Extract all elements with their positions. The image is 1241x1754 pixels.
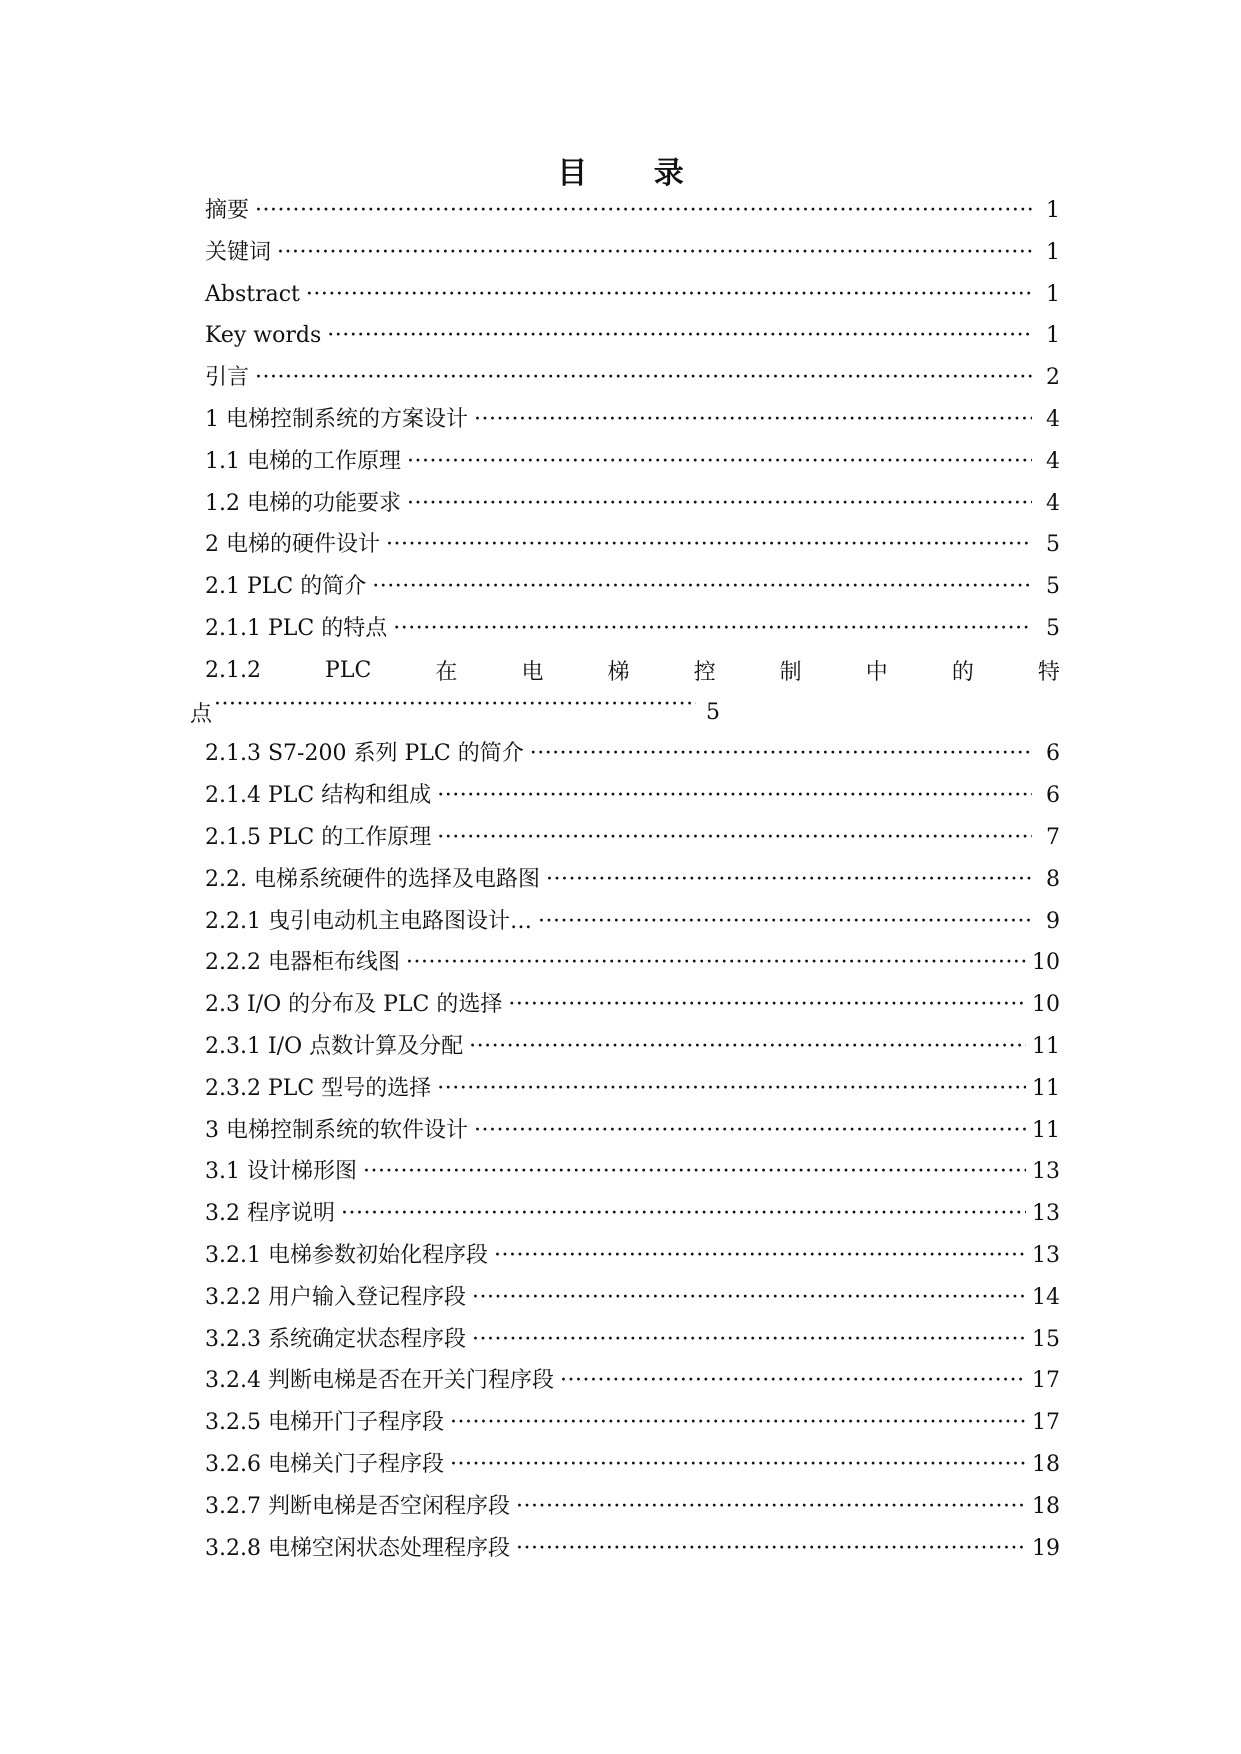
toc-entry-label: 2.3.2 PLC 型号的选择 (205, 1075, 432, 1101)
dot-leader (494, 1235, 1026, 1277)
toc-entry-page-number: 11 (1032, 1033, 1060, 1059)
toc-entry-page-number: 7 (1046, 824, 1060, 850)
dot-leader (474, 399, 1032, 441)
toc-entry-label: 1 电梯控制系统的方案设计 (205, 406, 468, 432)
dot-leader (306, 274, 1032, 316)
toc-entry[interactable] (205, 566, 1060, 608)
toc-entry[interactable] (205, 1277, 1060, 1319)
dot-leader (437, 817, 1032, 859)
toc-entry-label: 1.2 电梯的功能要求 (205, 490, 401, 516)
toc-entry[interactable] (205, 1444, 1060, 1486)
toc-entry-label: 3.2.6 电梯关门子程序段 (205, 1451, 444, 1477)
toc-entry-word: 电 (521, 660, 544, 686)
toc-entry[interactable] (205, 357, 1060, 399)
toc-entry-word: 控 (693, 660, 716, 686)
toc-entry-label: 3.2.2 用户输入登记程序段 (205, 1284, 466, 1310)
toc-entry[interactable] (205, 859, 1060, 901)
dot-leader (406, 942, 1026, 984)
toc-entry-page-number: 10 (1032, 992, 1060, 1018)
toc-entry-page-number: 8 (1046, 866, 1060, 892)
toc-entry-label: 2.3 I/O 的分布及 PLC 的选择 (205, 992, 503, 1018)
page-title: 目 录 (557, 156, 712, 191)
toc-entry[interactable] (205, 984, 1060, 1026)
toc-entry-label: 2 电梯的硬件设计 (205, 532, 380, 558)
toc-entry-word: 的 (951, 660, 974, 686)
dot-leader (472, 1319, 1026, 1361)
toc-entry-word: 在 (435, 660, 458, 686)
toc-entry-word: 制 (779, 660, 802, 686)
dot-leader (474, 1110, 1026, 1152)
toc-entry-label: 3.2.5 电梯开门子程序段 (205, 1410, 444, 1436)
toc-entry-page-number: 18 (1032, 1451, 1060, 1477)
dot-leader (530, 733, 1032, 775)
toc-entry-label: 2.1 PLC 的简介 (205, 574, 367, 600)
toc-entry-page-number: 6 (1046, 741, 1060, 767)
toc-entry-label: 2.2.2 电器柜布线图 (205, 950, 400, 976)
toc-entry[interactable] (205, 817, 1060, 859)
toc-entry[interactable] (205, 441, 1060, 483)
toc-entry-page-number: 14 (1032, 1284, 1060, 1310)
toc-entry-label: 引言 (205, 365, 250, 391)
dot-leader (214, 692, 696, 734)
toc-entry-word: 2.1.2 (205, 658, 261, 684)
toc-entry-page-number: 13 (1032, 1159, 1060, 1185)
toc-entry-wrapped-second-line[interactable] (190, 692, 720, 734)
toc-entry-page-number: 10 (1032, 950, 1060, 976)
toc-entry[interactable] (205, 524, 1060, 566)
toc-entry-label: 3.2.1 电梯参数初始化程序段 (205, 1242, 488, 1268)
dot-leader (516, 1486, 1026, 1528)
toc-entry-page-number: 19 (1032, 1535, 1060, 1561)
dot-leader (372, 566, 1032, 608)
toc-entry[interactable] (205, 942, 1060, 984)
toc-entry-page-number: 11 (1032, 1075, 1060, 1101)
toc-entry-page-number: 15 (1032, 1326, 1060, 1352)
toc-entry-label: Key words (205, 323, 322, 349)
toc-entry-label: 2.1.3 S7-200 系列 PLC 的简介 (205, 741, 524, 767)
toc-entry[interactable] (205, 315, 1060, 357)
toc-entry-page-number: 1 (1046, 323, 1060, 349)
toc-entry-label: 点 (190, 701, 213, 727)
toc-entry-label: 2.2.1 曳引电动机主电路图设计… (205, 908, 532, 934)
toc-entry-page-number: 17 (1032, 1410, 1060, 1436)
toc-entry-page-number: 4 (1046, 406, 1060, 432)
toc-entry[interactable] (205, 483, 1060, 525)
toc-entry-label: 3.2 程序说明 (205, 1201, 335, 1227)
dot-leader (393, 608, 1032, 650)
toc-entry[interactable] (205, 232, 1060, 274)
toc-entry-page-number: 1 (1046, 281, 1060, 307)
toc-entry[interactable] (205, 775, 1060, 817)
toc-entry-label: 摘要 (205, 198, 250, 223)
toc-entry-label: 3.2.3 系统确定状态程序段 (205, 1326, 466, 1352)
toc-entry-word: PLC (325, 658, 372, 684)
dot-leader (560, 1360, 1026, 1402)
toc-entry[interactable] (205, 1068, 1060, 1110)
dot-leader (516, 1528, 1026, 1570)
toc-entry-label: 2.1.4 PLC 结构和组成 (205, 783, 432, 809)
toc-entry-page-number: 6 (1046, 783, 1060, 809)
toc-entry-page-number: 4 (1046, 490, 1060, 516)
toc-entry[interactable] (205, 274, 1060, 316)
toc-entry-page-number: 13 (1032, 1201, 1060, 1227)
toc-entry-label: 2.1.1 PLC 的特点 (205, 615, 388, 641)
toc-entry[interactable] (205, 1235, 1060, 1277)
dot-leader (469, 1026, 1026, 1068)
dot-leader (255, 190, 1032, 232)
toc-entry-label: Abstract (205, 281, 300, 307)
toc-entry-page-number: 5 (1046, 574, 1060, 600)
dot-leader (437, 775, 1032, 817)
toc-entry-wrapped-first-line[interactable] (205, 650, 1060, 692)
toc-entry-label: 3 电梯控制系统的软件设计 (205, 1117, 468, 1143)
toc-entry-label: 3.2.4 判断电梯是否在开关门程序段 (205, 1368, 554, 1394)
dot-leader (407, 483, 1032, 525)
toc-entry[interactable] (205, 1110, 1060, 1152)
toc-entry-word: 中 (865, 660, 888, 686)
toc-entry-page-number: 13 (1032, 1242, 1060, 1268)
toc-entry-page-number: 5 (1046, 615, 1060, 641)
toc-entry[interactable] (205, 1486, 1060, 1528)
toc-entry-label: 关键词 (205, 239, 272, 265)
toc-entry-label: 3.2.7 判断电梯是否空闲程序段 (205, 1493, 510, 1519)
toc-entry-page-number: 18 (1032, 1493, 1060, 1519)
toc-entry-page-number: 9 (1046, 908, 1060, 934)
toc-entry-word: 特 (1037, 660, 1060, 686)
toc-entry-page-number: 1 (1046, 239, 1060, 265)
toc-entry-page-number: 4 (1046, 448, 1060, 474)
dot-leader (327, 315, 1032, 357)
toc-entry-word: 梯 (607, 660, 630, 686)
dot-leader (363, 1151, 1026, 1193)
dot-leader (450, 1402, 1026, 1444)
toc-entry[interactable] (205, 1026, 1060, 1068)
toc-entry-page-number: 11 (1032, 1117, 1060, 1143)
toc-entry[interactable] (205, 608, 1060, 650)
toc-entry[interactable] (205, 901, 1060, 943)
dot-leader (407, 441, 1032, 483)
dot-leader (546, 859, 1032, 901)
toc-entry[interactable] (205, 1528, 1060, 1570)
toc-entry[interactable] (205, 733, 1060, 775)
toc-entry-page-number: 1 (1046, 198, 1060, 223)
toc-entry-label: 2.2. 电梯系统硬件的选择及电路图 (205, 866, 540, 892)
toc-entry-page-number: 17 (1032, 1368, 1060, 1394)
dot-leader (472, 1277, 1026, 1319)
dot-leader (277, 232, 1032, 274)
dot-leader (341, 1193, 1026, 1235)
toc-entry[interactable] (205, 1360, 1060, 1402)
toc-entry-label: 1.1 电梯的工作原理 (205, 448, 401, 474)
toc-entry-label: 3.1 设计梯形图 (205, 1159, 357, 1185)
toc-entry[interactable] (205, 1402, 1060, 1444)
dot-leader (508, 984, 1026, 1026)
toc-entry-page-number: 2 (1046, 365, 1060, 391)
toc-entry-label: 3.2.8 电梯空闲状态处理程序段 (205, 1535, 510, 1561)
toc-entry-page-number: 5 (1046, 532, 1060, 558)
dot-leader (437, 1068, 1026, 1110)
toc-entry[interactable] (205, 399, 1060, 441)
dot-leader (538, 901, 1032, 943)
table-of-contents (190, 190, 1060, 1569)
toc-entry-page-number: 5 (706, 699, 720, 725)
toc-entry-label: 2.1.5 PLC 的工作原理 (205, 824, 432, 850)
toc-entry[interactable] (205, 1319, 1060, 1361)
toc-entry[interactable] (205, 1151, 1060, 1193)
dot-leader (450, 1444, 1026, 1486)
toc-entry[interactable] (205, 1193, 1060, 1235)
dot-leader (386, 524, 1032, 566)
toc-entry-label: 2.3.1 I/O 点数计算及分配 (205, 1033, 464, 1059)
dot-leader (255, 357, 1032, 399)
toc-entry[interactable] (205, 190, 1060, 232)
